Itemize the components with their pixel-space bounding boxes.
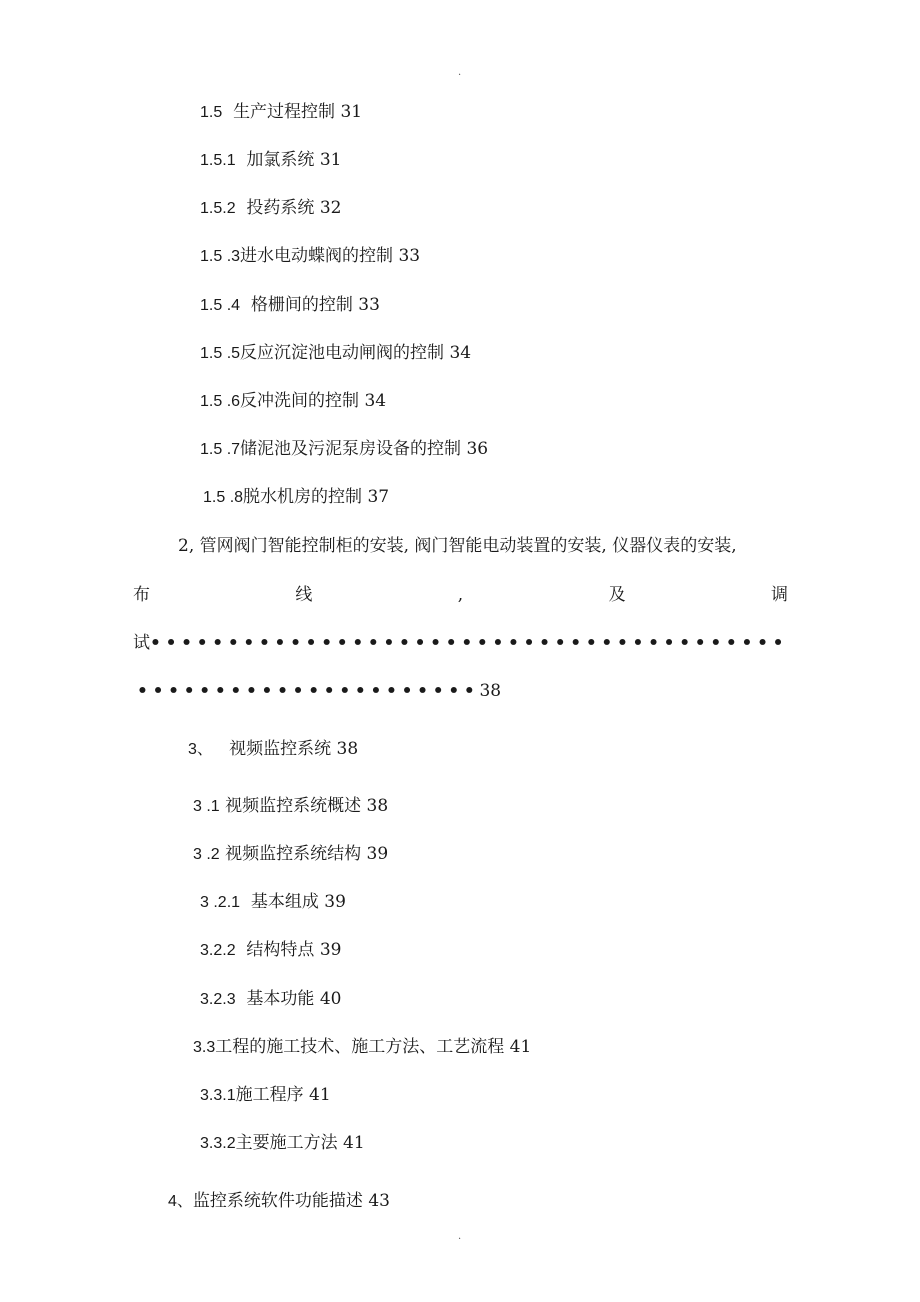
toc-number: 3.2.3: [200, 991, 236, 1008]
toc-title: 加氯系统: [246, 150, 315, 170]
toc-page: 33: [358, 295, 380, 315]
toc-title: 施工程序: [235, 1085, 304, 1105]
toc-title: 格栅间的控制: [250, 295, 353, 315]
toc-entry-1-5[interactable]: [200, 101, 362, 124]
dot-leader: ••••••••••••••••••••••: [137, 681, 480, 701]
justified-char: 及: [608, 585, 626, 605]
toc-entry-1-5-7[interactable]: [200, 438, 488, 461]
toc-page: 41: [509, 1037, 532, 1057]
toc-title: 视频监控系统概述: [225, 796, 362, 816]
toc-title: 主要施工方法: [235, 1133, 338, 1153]
toc-number: 3 .2.1: [200, 894, 241, 911]
dot-leader: •••••••••••••••••••••••••••••••••••••••••: [150, 633, 789, 653]
toc-entry-2-line2: [133, 584, 788, 606]
toc-page: 41: [343, 1133, 365, 1153]
toc-entry-3-2-1[interactable]: [200, 891, 346, 914]
toc-entry-1-5-5[interactable]: [200, 342, 471, 365]
toc-number: 3.3.2: [200, 1135, 236, 1152]
toc-title: 生产过程控制: [233, 102, 336, 122]
toc-number: 1.5: [200, 104, 223, 121]
toc-title: 视频监控系统: [229, 739, 332, 759]
toc-page: 34: [449, 343, 472, 363]
toc-page: 38: [366, 796, 389, 816]
toc-entry-1-5-2[interactable]: [200, 197, 341, 220]
toc-number: 1.5.1: [200, 152, 236, 169]
toc-title: 储泥池及污泥泵房设备的控制: [240, 439, 462, 459]
toc-number: 1.5 .7: [200, 441, 241, 458]
toc-number: 1.5 .6: [200, 393, 241, 410]
toc-number: 1.5.2: [200, 200, 236, 217]
toc-title: 反应沉淀池电动闸阀的控制: [240, 343, 445, 363]
toc-number: 1.5 .8: [203, 489, 244, 506]
toc-number: 1.5 .4: [200, 297, 241, 314]
toc-entry-2-line3: [133, 632, 788, 654]
toc-title: 脱水机房的控制: [243, 487, 363, 507]
toc-title: 工程的施工技术、施工方法、工艺流程: [215, 1037, 505, 1057]
justified-char: 试: [133, 633, 150, 653]
toc-number: 1.5 .3: [200, 248, 241, 265]
toc-page: 39: [366, 844, 389, 864]
toc-entry-1-5-3[interactable]: [200, 245, 420, 268]
toc-page: 38: [479, 681, 502, 701]
toc-title: 反冲洗间的控制: [240, 391, 360, 411]
toc-title: 基本组成: [250, 892, 319, 912]
toc-page: 33: [398, 246, 421, 266]
toc-page: 43: [368, 1191, 390, 1211]
justified-char: 调: [770, 585, 788, 605]
justified-char: 线: [295, 585, 313, 605]
toc-number: 3.3.1: [200, 1087, 236, 1104]
toc-entry-4[interactable]: [168, 1190, 390, 1213]
toc-entry-2-line1[interactable]: [178, 535, 737, 557]
toc-page: 40: [319, 989, 342, 1009]
toc-entry-3[interactable]: [188, 738, 358, 761]
toc-number: 3、: [188, 741, 213, 758]
toc-page: 31: [340, 102, 363, 122]
toc-entry-3-2-3[interactable]: [200, 988, 341, 1011]
toc-number: 1.5 .5: [200, 345, 241, 362]
toc-page: 41: [309, 1085, 331, 1105]
toc-number: 4、: [168, 1193, 193, 1210]
toc-entry-3-1[interactable]: [193, 795, 388, 818]
toc-entry-1-5-8[interactable]: [203, 486, 389, 509]
toc-title: 基本功能: [246, 989, 315, 1009]
toc-page: 34: [364, 391, 387, 411]
toc-number: 3 .2: [193, 846, 220, 863]
toc-page: 32: [319, 198, 342, 218]
justified-char: 布: [133, 585, 150, 605]
toc-entry-3-3[interactable]: [193, 1036, 531, 1059]
toc-entry-3-2[interactable]: [193, 843, 388, 866]
toc-entry-3-3-1[interactable]: [200, 1084, 331, 1107]
toc-page: 36: [466, 439, 489, 459]
toc-entry-1-5-1[interactable]: [200, 149, 341, 172]
toc-page: 39: [324, 892, 346, 912]
toc-title: 2, 管网阀门智能控制柜的安装, 阀门智能电动装置的安装, 仪器仪表的安装,: [178, 536, 737, 556]
toc-title: 视频监控系统结构: [225, 844, 362, 864]
toc-page: 37: [367, 487, 390, 507]
toc-number: 3.3: [193, 1039, 216, 1056]
toc-title: 结构特点: [246, 940, 315, 960]
header-mark: .: [458, 67, 462, 78]
toc-title: 进水电动蝶阀的控制: [240, 246, 394, 266]
toc-entry-1-5-6[interactable]: [200, 390, 386, 413]
toc-page: 38: [336, 739, 359, 759]
toc-entry-3-3-2[interactable]: [200, 1132, 365, 1155]
footer-mark: .: [458, 1231, 462, 1242]
justified-char: ,: [457, 585, 464, 605]
toc-number: 3.2.2: [200, 942, 236, 959]
toc-number: 3 .1: [193, 798, 220, 815]
toc-entry-1-5-4[interactable]: [200, 294, 380, 317]
toc-entry-2-line4: [137, 680, 501, 702]
toc-title: 监控系统软件功能描述: [192, 1191, 363, 1211]
toc-entry-3-2-2[interactable]: [200, 939, 341, 962]
toc-title: 投药系统: [246, 198, 315, 218]
toc-page: 39: [319, 940, 342, 960]
toc-page: 31: [319, 150, 342, 170]
